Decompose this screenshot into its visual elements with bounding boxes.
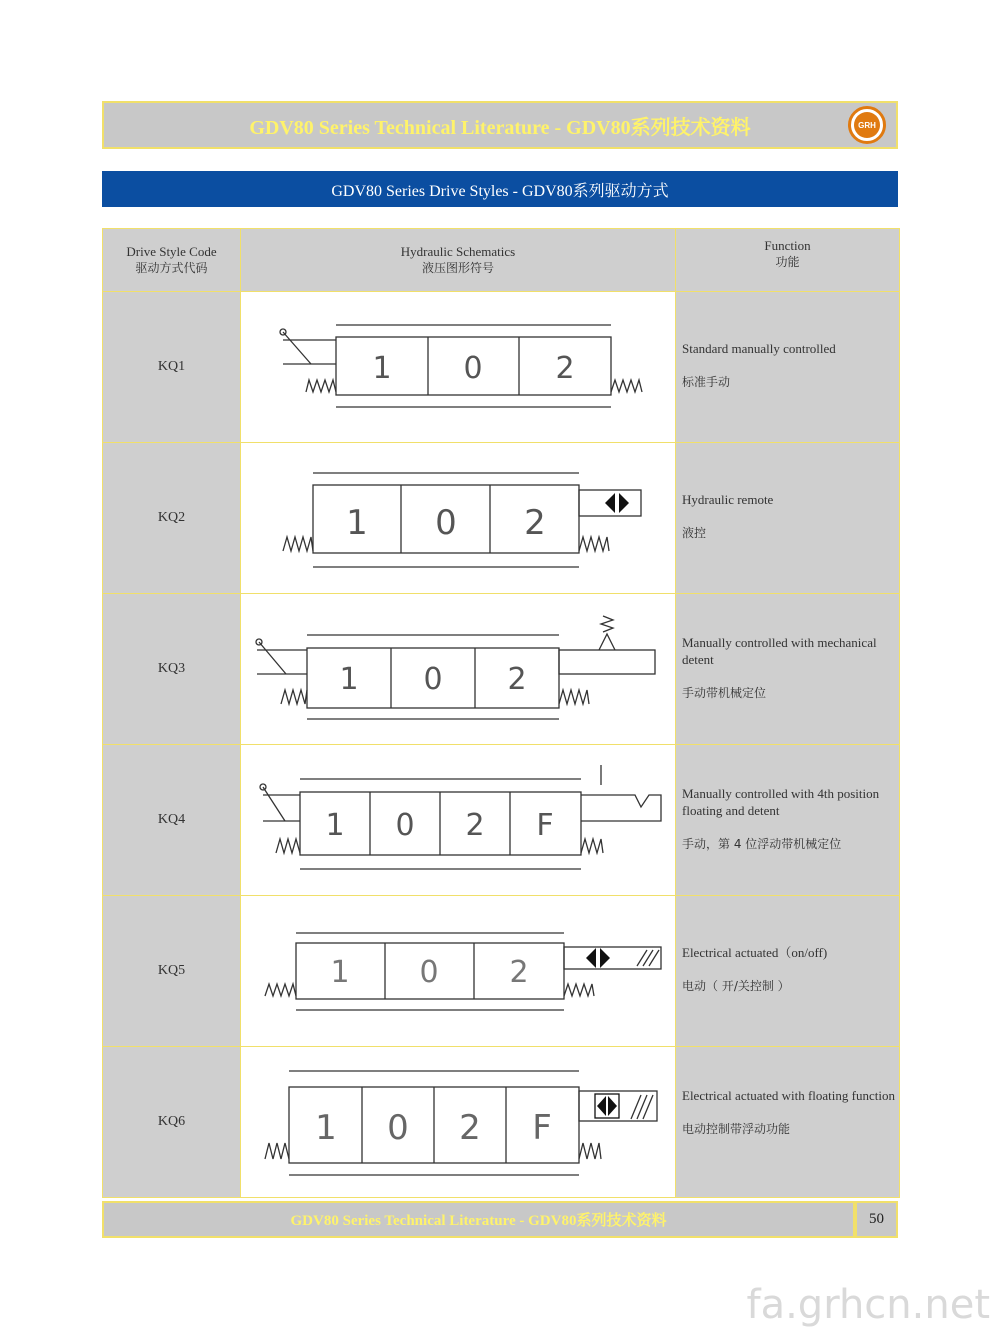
drive-code: KQ6	[103, 1047, 241, 1198]
header-schematics	[241, 229, 676, 292]
function-zh: 手动带机械定位	[682, 686, 767, 700]
position-label: 2	[507, 662, 527, 697]
position-label: 0	[419, 955, 439, 990]
schematic-kq1	[241, 292, 674, 438]
function-cell	[676, 443, 900, 594]
function-zh: 手动，第 4 位浮动带机械定位	[682, 837, 842, 851]
function-cell	[676, 745, 900, 896]
drive-code: KQ1	[103, 292, 241, 443]
table-row	[103, 745, 900, 896]
schematic-kq2	[241, 443, 674, 589]
function-en: Electrical actuated with floating function	[682, 1088, 895, 1103]
watermark: fa.grhcn.net	[746, 1282, 990, 1328]
position-label: 1	[339, 662, 359, 697]
drive-code: KQ5	[103, 896, 241, 1047]
function-en: Manually controlled with 4th position floating and detent	[682, 786, 880, 818]
position-label: 2	[465, 808, 485, 843]
function-en: Manually controlled with mechanical detent	[682, 635, 877, 667]
table-row	[103, 896, 900, 1047]
footer-title: GDV80 Series Technical Literature - GDV80系列技术资料	[290, 1213, 667, 1229]
header-func-en: Function	[764, 238, 811, 253]
position-label: 2	[555, 351, 575, 386]
table-row	[103, 443, 900, 594]
function-cell	[676, 896, 900, 1047]
drive-code: KQ2	[103, 443, 241, 594]
function-zh: 标准手动	[682, 375, 731, 389]
position-label: 0	[387, 1108, 409, 1148]
function-en: Standard manually controlled	[682, 341, 836, 356]
section-title: GDV80 Series Drive Styles - GDV80系列驱动方式	[102, 171, 898, 207]
schematic-kq3	[241, 594, 674, 740]
drive-code: KQ3	[103, 594, 241, 745]
header-schem-en: Hydraulic Schematics	[400, 244, 516, 259]
function-en: Hydraulic remote	[682, 492, 774, 507]
position-label: 2	[524, 503, 546, 543]
schematic-kq5	[241, 896, 674, 1042]
schematic	[241, 896, 676, 1047]
position-label: 2	[459, 1108, 481, 1148]
schematic	[241, 443, 676, 594]
position-label: 2	[509, 955, 529, 990]
schematic-kq6	[241, 1047, 674, 1193]
function-en: Electrical actuated（on/off)	[682, 945, 828, 960]
function-zh: 液控	[682, 526, 707, 540]
position-label: 0	[463, 351, 483, 386]
page-number: 50	[855, 1201, 898, 1238]
header-code-en: Drive Style Code	[126, 244, 217, 259]
function-zh: 电动控制带浮动功能	[682, 1122, 791, 1136]
logo-text: GRH	[854, 112, 880, 138]
header-function	[676, 229, 900, 292]
schematic	[241, 745, 676, 896]
position-label: 0	[423, 662, 443, 697]
position-label: 1	[346, 503, 368, 543]
footer-bar	[102, 1201, 855, 1238]
position-label: F	[536, 808, 554, 843]
position-label: 0	[435, 503, 457, 543]
schematic	[241, 292, 676, 443]
position-label: F	[532, 1108, 552, 1148]
header-title: GDV80 Series Technical Literature - GDV80系列技术资料	[249, 116, 751, 139]
function-cell	[676, 292, 900, 443]
header-schem-zh: 液压图形符号	[421, 261, 494, 275]
header-code	[103, 229, 241, 292]
grh-logo	[848, 106, 886, 144]
schematic	[241, 594, 676, 745]
position-label: 1	[372, 351, 392, 386]
header-func-zh: 功能	[775, 255, 800, 269]
table-row	[103, 594, 900, 745]
position-label: 1	[325, 808, 345, 843]
table-row	[103, 292, 900, 443]
position-label: 1	[315, 1108, 337, 1148]
schematic-kq4	[241, 745, 674, 891]
header-code-zh: 驱动方式代码	[135, 261, 208, 275]
function-zh: 电动（ 开/关控制 ）	[682, 979, 790, 993]
header-bar	[102, 101, 898, 149]
function-cell	[676, 1047, 900, 1198]
position-label: 0	[395, 808, 415, 843]
table-row	[103, 1047, 900, 1198]
position-label: 1	[330, 955, 350, 990]
drive-styles-table	[102, 228, 900, 1198]
drive-code: KQ4	[103, 745, 241, 896]
function-cell	[676, 594, 900, 745]
schematic	[241, 1047, 676, 1198]
